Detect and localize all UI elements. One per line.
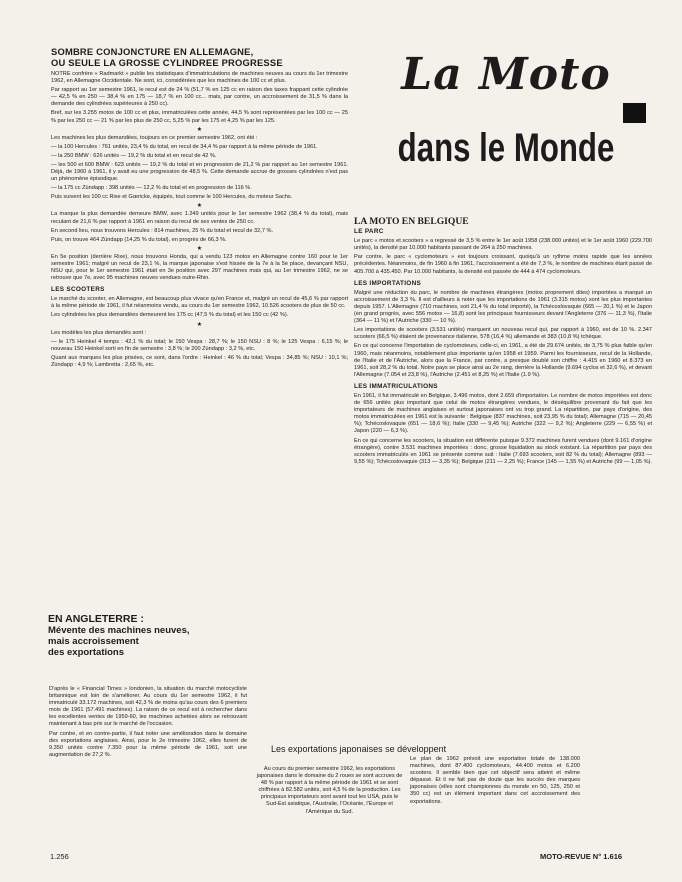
paragraph: En second lieu, nous trouvons Hercules : 814 machines, 25 % du total et recul de 32,7 %. [51,227,274,234]
star-separator: ★ [196,126,203,133]
germany-paras-2 [51,135,348,202]
paragraph: La marque la plus demandée demeure BMW, avec 1.249 unités pour le 1er semestre 1962 (38,4 % du total), mais reculant de 21,6 % par rapport à 1961 en raison du recul de ses ventes de 250 cc. [51,211,348,225]
paragraph: Puis suivent les 100 cc Rixe et Gœricke, équipés, tout comme le 100 Hercules, du moteur Sachs. [51,194,293,201]
germany-paras-5 [51,296,348,319]
belgium-heading: LA MOTO EN BELGIQUE [354,216,469,227]
germany-paras-4 [51,254,348,282]
paragraph: Malgré une réduction du parc, le nombre de machines étrangères (motos proprement dites) importées a marqué un accroissement de 3,3 %. Il est d'ailleurs à noter que les importations de 1961 (3.315 motos) sont les plus importantes depuis 1957. L'Allemagne (710 machines, soit 21,4 % du total importé), la Tchécoslovaquie (665 — 20,1 %) et le Japon (en grand progrès, avec 556 motos — 16,8) sont les principaux fournisseurs devant l'Angleterre (376 — 11,3 %), l'Italie (364 — 11 %) et l'Autriche (330 — 10 %). [354,289,652,325]
masthead-dans-le-monde: dans le Monde [397,126,615,170]
japan-column-2: Le plan de 1962 prévoit une exportation totale de 138.000 machines, dont 87.400 cyclomoteurs, 44.400 motos et 6.200 scooters. Il semble bien que cet objectif sera atteint et même dépassé. Et il ne fait pas de doute que les succès des marques japonaises (elles sont championnes du monde en 50, 125, 250 et 350 cc) est un élément important dans cet accroissement des exportations. [410,756,580,805]
paragraph: Les cylindrées les plus demandées demeurent les 175 cc (47,5 % du total) et les 150 cc (42 %). [51,312,289,319]
paragraph: Les modèles les plus demandés sont : [51,329,147,336]
germany-heading-line1: SOMBRE CONJONCTURE EN ALLEMAGNE, [51,46,254,57]
paragraph: — le 175 Heinkel 4 temps : 42,1 % du total; le 150 Vespa : 28,7 %; le 150 NSU : 8 %; le 125 Vespa : 6,15 %; le nouveau 150 Heinkel sorti en fin de semestre : 3,8 %; le 200 Zündapp : 3,2 %, etc. [51,338,348,352]
paragraph: En 1961, il fut immatriculé en Belgique, 3.496 motos, dont 2.659 d'importation. Le nombre de motos importées est donc de 656 unités plus important que celui de motos étrangères vendues, le déséquilibre provenant du fait que les importateurs de machines anglaises et surtout japonaises ont vu trop grand. La répartition, par pays d'origine, des motos immatriculées en 1961 est la suivante : Belgique (837 machines, soit 23,95 % du total); Allemagne (715 — 20,45 %); Tchécoslovaquie (651 — 18,6 %); Italie (330 — 9,45 %); Autriche (322 — 9,2 %); Angleterre (229 — 6,55 %) et Japon (220 — 6,3 %). [354,392,652,435]
page-number: 1.256 [50,852,69,861]
england-subtitle-2: mais accroissement [48,636,139,647]
paragraph: Par rapport au 1er semestre 1961, le recul est de 24 % (51,7 % en 125 cc en raison des taxes frappant cette cylindrée — 42,5 % en 250 — 38,4 % en 175 — 18,7 % en 100 cc... mais, par contre, un accroissement de 31,5 % dans la demande des cylindrées supérieures à 250 cc). [51,87,348,108]
england-heading-block [48,613,258,660]
paragraph: En 5e position (derrière Rixe), nous trouvons Honda, qui a vendu 123 motos en Allemagne contre 160 pour le 1er semestre 1961; malgré un recul de 23,1 %, la marque japonaise s'est hissée de la 7e à la 5e place, devançant NSU, NSU qui, pour le 1er semestre 1961 était en 3e position avec 297 machines mais qui, au 1er trimestre 1962, ne se retrouve que 7e, avec 95 machines neuves vendues outre-Rhin. [51,253,348,282]
parc-heading: LE PARC [354,228,384,236]
japan-column-1: Au cours du premier semestre 1962, les exportations japonaises dans le domaine du 2 roues se sont accrues de 48 % par rapport à la même période de 1961 et se sont chiffrées à 82.582 unités, soit 4,5 % de la production. Les principaux importateurs sont avant tout les USA, puis le Sud-Est asiatique, l'Australie, l'Océanie, l'Europe et l'Amérique du Sud. [256,766,403,815]
magazine-issue: MOTO-REVUE N° 1.616 [540,852,623,861]
paragraph: Le parc « motos et scooters » a regressé de 3,5 % entre le 1er août 1958 (238.000 unités) et le 1er août 1960 (229.700 unités), la densité par 10.000 habitants passant de 264 à 250 machines. [354,238,652,252]
paragraph: Les importations de scooters (3.531 unités) marquent un nouveau recul qui, par rapport à 1960, est de 10 %. 2.347 scooters (66,5 %) étaient de provenance italienne, 578 (16,4 %) allemande et 383 (10,8 %) tchèque. [354,327,652,341]
germany-paras-6 [51,330,348,369]
germany-article [51,46,348,371]
star-separator: ★ [196,203,203,210]
england-subtitle-3: des exportations [48,647,125,658]
paragraph: D'après le « Financial Times » londonien, la situation du marché motocycliste britannique est loin de s'améliorer. Au cours du 1er semestre 1962, il fut immatriculé 33.172 machines, soit 42,3 % de moins qu'au cours des 6 premiers mois de 1961 (57.491 machines). La raison de ce recul est à rechercher dans les excellentes ventes de 1959-60, les machines achetées alors se retrouvant maintenant à bas prix sur le marché de l'occasion. [49,686,247,728]
scooters-heading: LES SCOOTERS [51,286,105,294]
germany-heading-line2: OU SEULE LA GROSSE CYLINDREE PROGRESSE [51,57,283,68]
importations-heading: LES IMPORTATIONS [354,279,422,287]
germany-paras-3 [51,211,348,243]
england-article [49,686,247,761]
paragraph: — les 500 et 600 BMW : 623 unités — 19,2 % du total et en progression de 21,2 % par rapport au 1er semestre 1961. Déjà, de 1960 à 1961, il y avait eu une progression de 48,5 %. Cette demande accrue de grosses cylindrées n'est pas un phénomène épisodique. [51,161,348,183]
immatriculations-heading: LES IMMATRICULATIONS [354,382,438,390]
paragraph: Bref, sur les 3.255 motos de 100 cc et plus, immatriculées cette année, 44,5 % sont représentées par les 100 cc — 25 % par les 250 cc — 21 % par les plus de 250 cc, 5,25 % par les 175 et 4,25 % par les 125. [51,110,348,124]
paragraph: Les machines les plus demandées, toujours en ce premier semestre 1962, ont été : [51,134,258,141]
paragraph: — la 175 cc Zündapp : 398 unités — 12,2 % du total et en progression de 116 %. [51,185,252,192]
masthead-black-block [623,103,646,123]
paragraph: Par contre, et en contre-partie, il faut noter une amélioration dans le domaine des exportations anglaises. Ainsi, pour le 2e trimestre 1962, elles furent de 9.350 unités contre 7.350 pour la même période de 1961, soit une augmentation de 27,2 %. [49,730,247,758]
paragraph: NOTRE confrère « Radmarkt » publie les statistiques d'immatriculations de machines neuves au cours du 1er trimestre 1962, en Allemagne Occidentale. Ne sont, ici, considérées que les machines de 100 cc et plus. [51,71,348,85]
england-subtitle-1: Mévente des machines neuves, [48,625,190,636]
paragraph: Par contre, le parc « cyclomoteurs » est toujours croissant, quoiqu'à un rythme moins rapide que les années précédentes. Néanmoins, de fin 1960 à fin 1961, l'accroissement a été de 7,3 %, le nombre de machines étant passé de 405.700 à 435.450. Par 10.000 habitants, la densité est passée de 444 à 474 cyclomoteurs. [354,254,652,275]
paragraph: En ce qui concerne les scooters, la situation est différente puisque 9.372 machines furent vendues (dont 9.161 d'origine étrangère), contre 3.531 machines importées : donc, grosse liquidation au stock existant. La répartition par pays des scooters immatriculés en 1961 se présente comme suit : Italie (7.693 scooters, soit 82 % du total); Allemagne (893 — 9,55 %); Tchécoslovaquie (313 — 3,35 %); Belgique (211 — 2,25 %); France (145 — 1,55 %) et Autriche (99 — 1,05 %). [354,437,652,465]
paragraph: — la 250 BMW : 626 unités — 19,2 % du total et en recul de 42 %. [51,152,217,159]
japan-heading: Les exportations japonaises se développent [271,744,447,754]
paragraph: Quant aux marques les plus prisées, ce sont, dans l'ordre : Heinkel : 46 % du total; Vespa : 34,85 %; NSU : 10,1 %; Zündapp : 4,9 %; Lambretta : 2,65 %, etc. [51,354,348,368]
england-title: EN ANGLETERRE : [48,613,144,625]
paragraph: Puis, on trouve 464 Zündapp (14,25 % du total), en progrès de 66,3 %. [51,236,227,243]
masthead-la-moto: La Moto [401,49,611,100]
germany-paras-1 [51,71,348,125]
paragraph: — la 100 Hercules : 761 unités, 23,4 % du total, en recul de 34,4 % par rapport à la même période de 1961. [51,143,318,150]
belgium-article [354,218,652,468]
paragraph: En ce qui concerne l'importation de cyclomoteurs, celle-ci, en 1961, a été de 29.674 unités, de 3,75 % plus faible qu'en 1960, mais néanmoins, notablement plus importante qu'en 1958 et 1959. Parmi les fournisseurs, recul de la Hollande, de l'Italie et de l'Autriche, alors que la France, par contre, a presque doublé son chiffre : 4.415 en 1960 et 8.373 en 1961, soit 28,2 % du total. Notre pays se place ainsi au 2e rang, derrière la Hollande (9.694 cyclos et 32,6 %), et devant l'Allemagne (7.054 et 23,8 %), l'Autriche (2.451 et 8,25 %) et l'Italie (1.9 %). [354,343,652,378]
star-separator: ★ [196,321,203,328]
star-separator: ★ [196,245,203,252]
paragraph: Le marché du scooter, en Allemagne, est beaucoup plus vivace qu'en France et, malgré un recul de 45,6 % par rapport à la même période de 1961, il fut néanmoins vendu, au cours du 1er semestre 1962, 10.526 scooters de plus de 50 cc. [51,296,348,310]
